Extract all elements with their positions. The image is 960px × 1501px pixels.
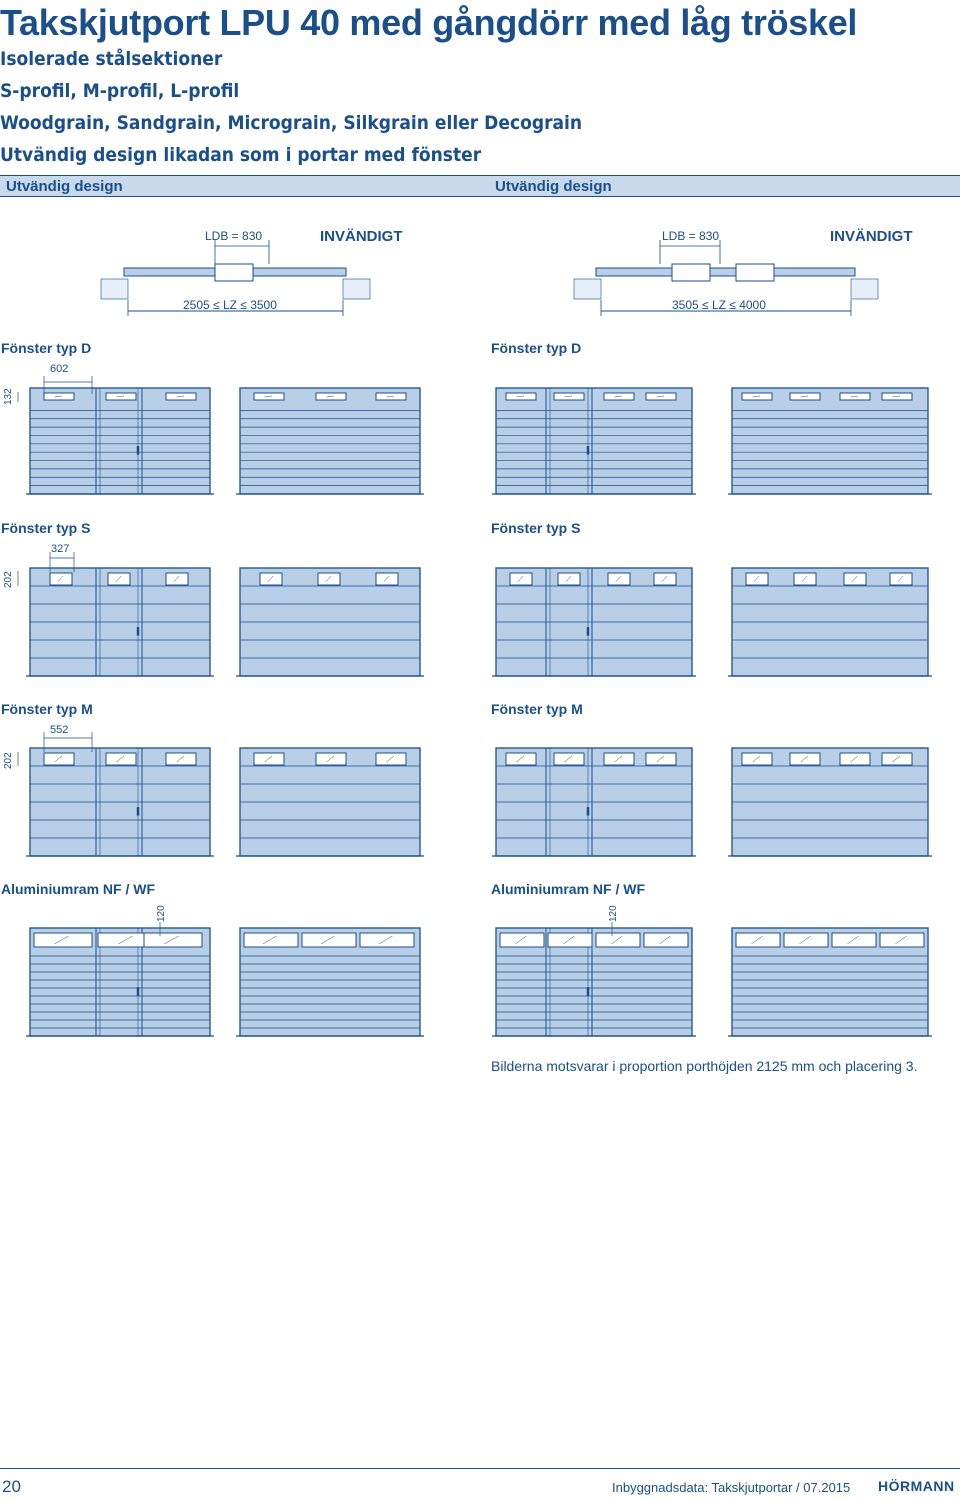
page-number: 20	[2, 1477, 21, 1496]
section-alu-label-left: Aluminiumram NF / WF	[1, 881, 155, 897]
section-alu-dim-left: 120	[156, 905, 167, 922]
door-m-4-window-0	[742, 753, 772, 765]
door-s-4-window-3	[890, 573, 912, 585]
plan-left-wall-right	[343, 279, 370, 299]
section-s-label-right: Fönster typ S	[491, 520, 581, 536]
plan-right-range: 3505 ≤ LZ ≤ 4000	[672, 298, 766, 312]
door-s-2-window-0	[260, 573, 282, 585]
door-alu-3-window-2	[596, 933, 640, 947]
plan-left-wall-left	[101, 279, 128, 299]
page-title: Takskjutport LPU 40 med gångdörr med låg tröskel	[0, 2, 858, 43]
section-m-label-right: Fönster typ M	[491, 701, 583, 717]
door-m-2-window-2	[376, 753, 406, 765]
plan-right-position-box-0	[672, 264, 710, 281]
section-s-height-dim: 202	[3, 571, 14, 588]
door-m-3-window-2	[604, 753, 634, 765]
plan-right-ldb: LDB = 830	[662, 229, 720, 243]
door-alu-1-window-2	[144, 933, 202, 947]
door-d-1-handle	[137, 446, 139, 454]
section-m-label-left: Fönster typ M	[1, 701, 93, 717]
door-m-4-window-3	[882, 753, 912, 765]
door-s-3-window-2	[608, 573, 630, 585]
door-d-2-frame	[240, 388, 420, 494]
section-d-width-dim: 602	[50, 363, 69, 375]
door-s-2-window-2	[376, 573, 398, 585]
door-m-4-window-1	[790, 753, 820, 765]
door-s-4-window-0	[746, 573, 768, 585]
door-alu-3-handle	[587, 987, 589, 995]
door-d-3-frame	[496, 388, 692, 494]
door-alu-2-window-2	[360, 933, 414, 947]
door-alu-4-window-1	[784, 933, 828, 947]
note-text: Bilderna motsvarar i proportion porthöjden 2125 mm och placering 3.	[491, 1058, 918, 1074]
footer-text: Inbyggnadsdata: Takskjutportar / 07.2015	[612, 1480, 851, 1495]
door-alu-4-window-2	[832, 933, 876, 947]
door-s-3-handle	[587, 627, 589, 635]
door-alu-1-handle	[137, 987, 139, 995]
door-m-3-window-0	[506, 753, 536, 765]
subtitle-line-2: S-profil, M-profil, L-profil	[0, 80, 240, 102]
subtitle-line-4: Utvändig design likadan som i portar med fönster	[0, 144, 482, 166]
plan-right-wall-right	[851, 279, 878, 299]
door-m-3-window-3	[646, 753, 676, 765]
door-d-1-frame	[30, 388, 210, 494]
band-label-right: Utvändig design	[495, 178, 612, 195]
door-s-3-window-1	[558, 573, 580, 585]
door-s-1-handle	[137, 627, 139, 635]
door-m-1-window-2	[166, 753, 196, 765]
plan-right-wall-left	[574, 279, 601, 299]
door-alu-2-window-0	[244, 933, 298, 947]
door-alu-3-window-3	[644, 933, 688, 947]
door-alu-1-window-0	[34, 933, 92, 947]
plan-right-position-box-1	[736, 264, 774, 281]
door-m-4-window-2	[840, 753, 870, 765]
band-label-left: Utvändig design	[6, 178, 123, 195]
door-s-3-window-3	[654, 573, 676, 585]
plan-left-ldb: LDB = 830	[205, 229, 263, 243]
section-s-label-left: Fönster typ S	[1, 520, 91, 536]
door-s-1-window-0	[50, 573, 72, 585]
section-d-label-right: Fönster typ D	[491, 340, 582, 356]
door-m-3-window-1	[554, 753, 584, 765]
section-d-height-dim: 132	[3, 388, 14, 405]
subtitle-line-3: Woodgrain, Sandgrain, Micrograin, Silkgrain eller Decograin	[0, 112, 583, 134]
section-m-height-dim: 202	[3, 752, 14, 769]
plan-right-door-leaf	[596, 268, 855, 276]
door-d-3-handle	[587, 446, 589, 454]
door-m-1-handle	[137, 807, 139, 815]
section-s-width-dim: 327	[51, 543, 70, 555]
door-m-3-handle	[587, 807, 589, 815]
door-s-4-window-1	[794, 573, 816, 585]
section-alu-dim-right: 120	[608, 905, 619, 922]
door-alu-2-window-1	[302, 933, 356, 947]
door-alu-4-window-3	[880, 933, 924, 947]
plan-right-inside: INVÄNDIGT	[830, 228, 913, 245]
plan-left-position-box-0	[215, 264, 253, 281]
door-m-2-window-0	[254, 753, 284, 765]
door-m-1-window-1	[106, 753, 136, 765]
door-m-1-window-0	[44, 753, 74, 765]
door-s-1-window-2	[166, 573, 188, 585]
door-s-3-window-0	[510, 573, 532, 585]
plan-left-inside: INVÄNDIGT	[320, 228, 403, 245]
door-s-1-window-1	[108, 573, 130, 585]
subtitle-line-1: Isolerade stålsektioner	[0, 48, 223, 70]
door-alu-4-window-0	[736, 933, 780, 947]
door-s-2-window-1	[318, 573, 340, 585]
section-alu-label-right: Aluminiumram NF / WF	[491, 881, 645, 897]
footer-rule	[0, 1468, 960, 1469]
door-alu-3-window-0	[500, 933, 544, 947]
door-alu-3-window-1	[548, 933, 592, 947]
door-s-4-window-2	[844, 573, 866, 585]
section-m-width-dim: 552	[50, 724, 69, 736]
brand-logo: HÖRMANN	[878, 1478, 955, 1494]
plan-left-range: 2505 ≤ LZ ≤ 3500	[183, 298, 277, 312]
door-d-4-frame	[732, 388, 928, 494]
section-d-label-left: Fönster typ D	[1, 340, 92, 356]
door-m-2-window-1	[316, 753, 346, 765]
